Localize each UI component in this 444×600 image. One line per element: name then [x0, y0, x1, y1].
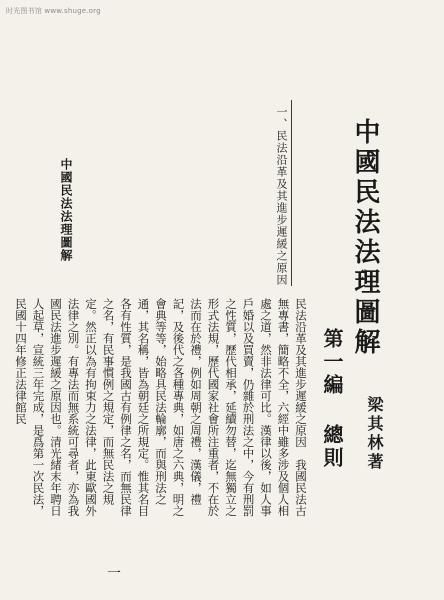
chapter-title: 第一編 總則 [320, 328, 344, 470]
body-paragraph: 民法沿革及其進步遲緩之原因 我國民法古無專書，簡略不全，六經中雖多涉及個人相處之道，然非法律可比。漢律以後，如人事戶婚以及買賣，仍雜於刑法之中，今有刑罰之性質，歷代相承，延續勿替，迄無獨立之形式法規，歷代國家社會所注重者，不在於法而在於禮，例如周朝之周禮，漢儀，禮記，及後代之各種專典，如唐之六典，明之會典等等，始略具民法輪廓，而與刑法之通，其名稱，皆為朝廷之所規定。惟其名目各有性質，是我國古有例律之名，而無民律之名，有民事慣例之規定，而無民法之規定。然正以為有拘束力之法律，此東歐國外法律之別。有專法而無系統可尋者，亦為我國民法進步遲緩之原因也。清光緒末年聘日人起草，宣統三年完成，是爲第一次民法，民國十四年修正法律館民 [14, 298, 308, 517]
watermark-text: 时光图书馆 www.shuge.org [6, 7, 101, 15]
running-title: 中國民法法理圖解 [59, 158, 73, 262]
page-number: 一 [107, 566, 121, 582]
section-heading: 一、民法沿革及其進步遲緩之原因 [275, 106, 288, 286]
book-title: 中國民法法理圖解 [350, 118, 380, 358]
book-author: 梁其林著 [365, 396, 384, 472]
section-divider [291, 100, 292, 286]
body-text [14, 298, 309, 524]
